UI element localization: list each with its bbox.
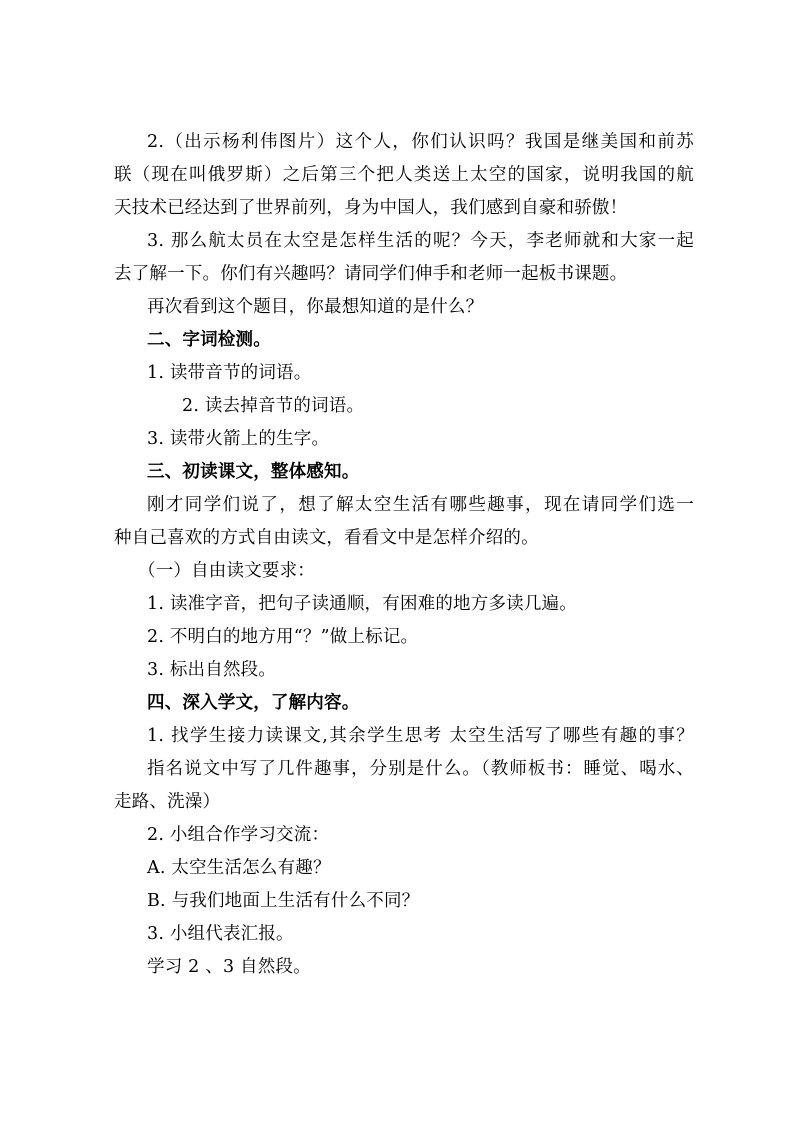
list-item: 1. 读带音节的词语。 [147,363,312,383]
list-item: 3. 小组代表汇报。 [147,924,294,944]
document-body [114,126,694,984]
text-line: 去了解一下。你们有兴趣吗？请同学们伸手和老师一起板书课题。 [114,264,628,284]
section-heading: 三、初读课文，整体感知。 [147,462,360,482]
text-line: 指名说文中写了几件趣事，分别是什么。（教师板书：睡觉、喝水、 [147,759,694,779]
section-heading: 二、字词检测。 [147,330,271,350]
text-line: 3. 那么航太员在太空是怎样生活的呢？今天，李老师就和大家一起 [147,231,694,251]
list-item: 3. 标出自然段。 [147,660,277,680]
list-item: B. 与我们地面上生活有什么不同？ [147,891,420,911]
text-line: 联（现在叫俄罗斯）之后第三个把人类送上太空的国家，说明我国的航 [114,165,694,185]
list-item: 1. 找学生接力读课文,其余学生思考 太空生活写了哪些有趣的事？ [147,726,694,746]
text-line: 天技术已经达到了世界前列，身为中国人，我们感到自豪和骄傲！ [114,198,628,218]
text-line: 刚才同学们说了，想了解太空生活有哪些趣事，现在请同学们选一 [147,495,694,515]
list-item: 1. 读准字音，把句子读通顺，有困难的地方多读几遍。 [147,594,577,614]
section-heading: 四、深入学文，了解内容。 [147,693,360,713]
list-item: 2. 读去掉音节的词语。 [182,396,365,416]
text-line: 种自己喜欢的方式自由读文，看看文中是怎样介绍的。 [114,528,539,548]
list-item: 3. 读带火箭上的生字。 [147,429,330,449]
list-item: A. 太空生活怎么有趣？ [147,858,331,878]
text-line: 走路、洗澡） [114,792,221,812]
text-line: 2.（出示杨利伟图片）这个人，你们认识吗？我国是继美国和前苏 [147,132,694,152]
list-item: 2. 不明白的地方用“？”做上标记。 [147,627,419,647]
text-line: 再次看到这个题目，你最想知道的是什么？ [147,297,484,317]
subsection-heading: （一）自由读文要求： [138,561,315,581]
text-line: 学习 2 、3 自然段。 [147,957,311,977]
list-item: 2. 小组合作学习交流： [147,825,330,845]
